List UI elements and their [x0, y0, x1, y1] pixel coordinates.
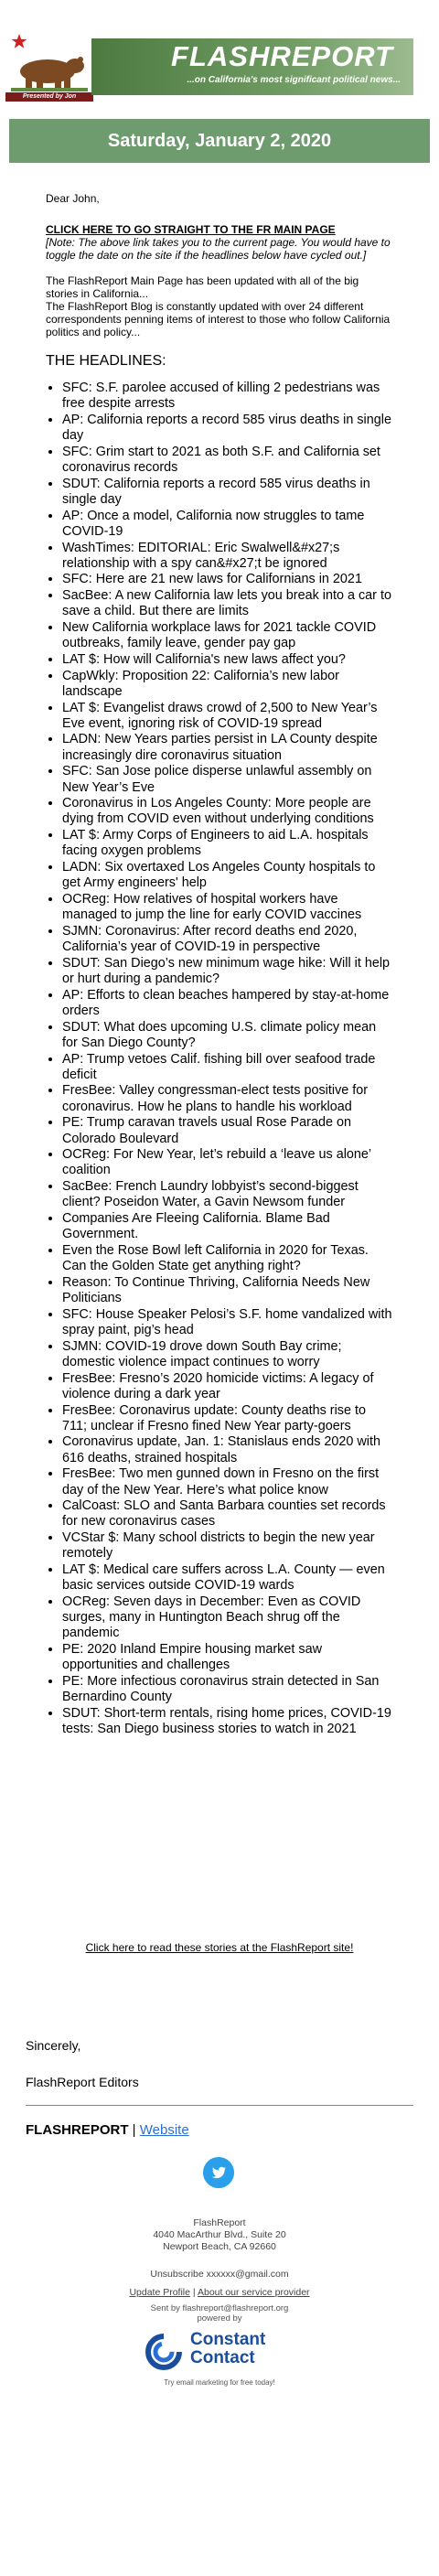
greeting: Dear John,: [46, 192, 100, 205]
cc-wordmark-line-2: Contact: [190, 2348, 255, 2367]
presented-by-label: Presented by Jon Fleischman: [5, 92, 93, 102]
headline-item[interactable]: • LAT $: Army Corps of Engineers to aid L.A. hospitals facing oxygen problems: [62, 828, 393, 859]
headlines-list: [46, 381, 393, 1737]
footer-brand-name: FLASHREPORT: [26, 2122, 129, 2138]
headline-item[interactable]: • New California workplace laws for 2021 tackle COVID outbreaks, family leave, gender pay gap: [62, 620, 393, 651]
powered-by-text: powered by: [197, 2313, 242, 2324]
headline-item[interactable]: • SDUT: Short-term rentals, rising home prices, COVID-19 tests: San Diego business stories to watch in 2021: [62, 1706, 393, 1737]
headline-item[interactable]: • WashTimes: EDITORIAL: Eric Swalwell&#x27;s relationship with a spy can&#x27;t be ignored: [62, 541, 393, 572]
headline-item[interactable]: • SacBee: A new California law lets you break into a car to save a child. But there are limits: [62, 588, 393, 619]
headline-item[interactable]: • CalCoast: SLO and Santa Barbara counties set records for new coronavirus cases: [62, 1498, 393, 1530]
headline-item[interactable]: • LADN: Six overtaxed Los Angeles County hospitals to get Army engineers' help: [62, 860, 393, 891]
intro-paragraph-1: The FlashReport Main Page has been updated with all of the big stories in California...: [46, 274, 359, 300]
headline-item[interactable]: • SJMN: Coronavirus: After record deaths end 2020, California’s year of COVID-19 in perspective: [62, 924, 393, 955]
headline-item[interactable]: • LAT $: How will California's new laws affect you?: [62, 652, 393, 668]
headline-item[interactable]: • VCStar $: Many school districts to begin the new year remotely: [62, 1530, 393, 1562]
website-link[interactable]: Website: [139, 2122, 189, 2138]
headline-item[interactable]: • FresBee: Two men gunned down in Fresno on the first day of the New Year. Here’s what police know: [62, 1466, 393, 1497]
footer-address-line-2: Newport Beach, CA 92660: [163, 2241, 276, 2252]
footer-brand: [26, 2122, 189, 2138]
headline-item[interactable]: • AP: California reports a record 585 virus deaths in single day: [62, 413, 393, 444]
headline-item[interactable]: • LAT $: Medical care suffers across L.A. County — even basic services outside COVID-19 wards: [62, 1562, 393, 1594]
bear-icon: [7, 46, 91, 91]
brand-title: FLASHREPORT: [171, 40, 393, 72]
headline-item[interactable]: • CapWkly: Proposition 22: California’s new labor landscape: [62, 669, 393, 700]
footer-address: [0, 2217, 439, 2253]
footer-org-name: FlashReport: [193, 2217, 246, 2228]
about-provider-link[interactable]: About our service provider: [197, 2287, 310, 2298]
headlines-title: THE HEADLINES:: [46, 353, 166, 369]
headline-item[interactable]: • Coronavirus in Los Angeles County: More people are dying from COVID even without underlying conditions: [62, 796, 393, 827]
headline-item[interactable]: • SFC: S.F. parolee accused of killing 2 pedestrians was free despite arrests: [62, 381, 393, 412]
headline-item[interactable]: • SJMN: COVID-19 drove down South Bay crime; domestic violence impact continues to worry: [62, 1339, 393, 1370]
headline-item[interactable]: • FresBee: Fresno’s 2020 homicide victims: A legacy of violence during a dark year: [62, 1371, 393, 1402]
headline-item[interactable]: • SDUT: What does upcoming U.S. climate policy mean for San Diego County?: [62, 1020, 393, 1051]
update-profile-link[interactable]: Update Profile: [129, 2287, 190, 2298]
headline-item[interactable]: • SDUT: San Diego’s new minimum wage hike: Will it help or hurt during a pandemic?: [62, 956, 393, 987]
headline-item[interactable]: • AP: Once a model, California now struggles to tame COVID-19: [62, 509, 393, 540]
constant-contact-wordmark: [190, 2331, 265, 2367]
headline-item[interactable]: • SFC: San Jose police disperse unlawful assembly on New Year’s Eve: [62, 764, 393, 795]
headline-item[interactable]: • PE: Trump caravan travels usual Rose Parade on Colorado Boulevard: [62, 1115, 393, 1146]
headline-item[interactable]: • PE: More infectious coronavirus strain detected in San Bernardino County: [62, 1674, 393, 1705]
main-page-link[interactable]: CLICK HERE TO GO STRAIGHT TO THE FR MAIN PAGE: [46, 223, 336, 236]
headline-item[interactable]: • Even the Rose Bowl left California in 2020 for Texas. Can the Golden State get anything right?: [62, 1243, 393, 1274]
date-bar: Saturday, January 2, 2020: [9, 119, 430, 163]
sent-by: [0, 2303, 439, 2324]
headline-item[interactable]: • Coronavirus update, Jan. 1: Stanislaus ends 2020 with 616 deaths, strained hospitals: [62, 1434, 393, 1465]
headline-item[interactable]: • Reason: To Continue Thriving, California Needs New Politicians: [62, 1275, 393, 1306]
headline-item[interactable]: • PE: 2020 Inland Empire housing market saw opportunities and challenges: [62, 1642, 393, 1673]
sincerely-text: Sincerely,: [26, 2038, 81, 2053]
signature: FlashReport Editors: [26, 2075, 139, 2089]
sent-by-text: Sent by flashreport@flashreport.org: [150, 2303, 289, 2313]
headline-item[interactable]: • Companies Are Fleeing California. Blame Bad Government.: [62, 1211, 393, 1242]
footer-links-separator: |: [192, 2287, 196, 2298]
footer-address-line-1: 4040 MacArthur Blvd., Suite 20: [153, 2229, 286, 2240]
headline-item[interactable]: • SFC: Here are 21 new laws for Californians in 2021: [62, 572, 393, 587]
headline-item[interactable]: • LADN: New Years parties persist in LA County despite increasingly dire coronavirus situation: [62, 732, 393, 763]
brand-subtitle: ...on California's most significant political news...: [187, 75, 401, 85]
headline-item[interactable]: • AP: Efforts to clean beaches hampered by stay-at-home orders: [62, 988, 393, 1019]
headline-item[interactable]: • OCReg: Seven days in December: Even as COVID surges, many in Huntington Beach shrug off the pandemic: [62, 1594, 393, 1642]
footer-separator: |: [132, 2122, 136, 2138]
email-body: [46, 192, 393, 1738]
headline-item[interactable]: • SFC: Grim start to 2021 as both S.F. and California set coronavirus records: [62, 445, 393, 476]
headline-item[interactable]: • SacBee: French Laundry lobbyist’s second-biggest client? Poseidon Water, a Gavin Newsom funder: [62, 1179, 393, 1210]
headline-item[interactable]: • FresBee: Coronavirus update: County deaths rise to 711; unclear if Fresno fined New Year party-goers: [62, 1403, 393, 1434]
read-stories-link[interactable]: Click here to read these stories at the FlashReport site!: [85, 1941, 354, 1954]
twitter-icon[interactable]: [203, 2157, 234, 2188]
intro-paragraph-2: The FlashReport Blog is constantly updated with over 24 different correspondents penning items of interest to those who follow California politics and policy...: [46, 300, 391, 338]
cc-tagline: Try email marketing for free today!: [164, 2378, 275, 2387]
unsubscribe-link[interactable]: Unsubscribe xxxxxx@gmail.com: [150, 2269, 289, 2280]
footer-links: [0, 2287, 439, 2298]
cc-wordmark-line-1: Constant: [190, 2330, 266, 2349]
headline-item[interactable]: • SFC: House Speaker Pelosi’s S.F. home vandalized with spray paint, pig’s head: [62, 1307, 393, 1338]
note-text: [Note: The above link takes you to the current page. You would have to toggle the date on the site if the headlines below have cycled out.]: [46, 236, 391, 262]
headline-item[interactable]: • SDUT: California reports a record 585 virus deaths in single day: [62, 477, 393, 508]
headline-item[interactable]: • LAT $: Evangelist draws crowd of 2,500 to New Year’s Eve event, ignoring risk of COVID-19 spread: [62, 701, 393, 732]
headline-item[interactable]: • AP: Trump vetoes Calif. fishing bill over seafood trade deficit: [62, 1052, 393, 1083]
headline-item[interactable]: • OCReg: For New Year, let’s rebuild a ‘leave us alone’ coalition: [62, 1147, 393, 1178]
headline-item[interactable]: • OCReg: How relatives of hospital workers have managed to jump the line for early COVID vaccines: [62, 892, 393, 923]
headline-item[interactable]: • FresBee: Valley congressman-elect tests positive for coronavirus. How he plans to handle his workload: [62, 1083, 393, 1114]
divider: [26, 2105, 413, 2106]
